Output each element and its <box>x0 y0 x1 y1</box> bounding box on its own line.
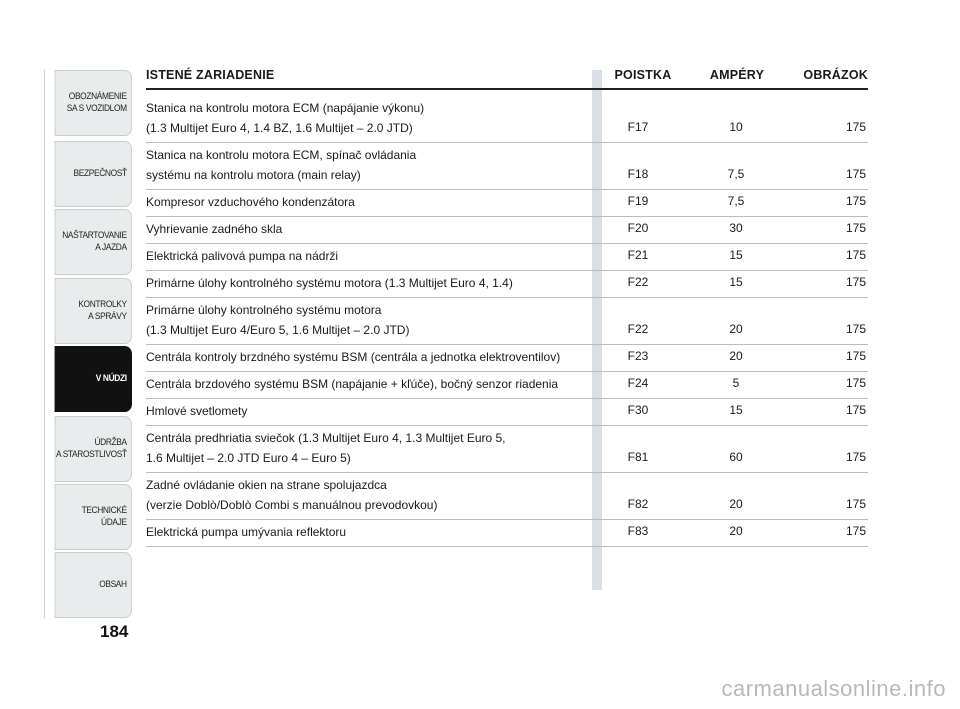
sidebar-tab-5[interactable]: V NÚDZI <box>55 346 132 412</box>
row-amperes: 15 <box>729 248 743 262</box>
table-row <box>146 96 868 143</box>
row-amperes: 30 <box>729 221 743 235</box>
row-fuse: F22 <box>627 275 649 289</box>
row-fuse: F81 <box>627 450 649 464</box>
row-figure: 175 <box>845 120 866 134</box>
row-amperes: 20 <box>729 349 743 363</box>
row-amperes: 7,5 <box>727 194 745 208</box>
row-fuse: F18 <box>627 167 649 181</box>
row-description: Elektrická pumpa umývania reflektoru <box>146 525 347 539</box>
table-row <box>146 217 868 244</box>
table-row <box>146 271 868 298</box>
table-header <box>146 66 868 90</box>
row-fuse: F19 <box>627 194 649 208</box>
row-figure: 175 <box>845 376 866 390</box>
row-description: Stanica na kontrolu motora ECM, spínač ovládania systému na kontrolu motora (main relay) <box>146 148 417 182</box>
row-figure: 175 <box>845 322 866 336</box>
sidebar-tab-8[interactable]: OBSAH <box>55 552 132 618</box>
row-amperes: 20 <box>729 497 743 511</box>
table-row <box>146 345 868 372</box>
table-row <box>146 244 868 271</box>
sidebar-tab-2[interactable]: BEZPEČNOSŤ <box>55 141 132 207</box>
table-row <box>146 372 868 399</box>
row-description: Kompresor vzduchového kondenzátora <box>146 195 355 209</box>
row-amperes: 20 <box>729 524 743 538</box>
row-fuse: F83 <box>627 524 649 538</box>
row-description: Stanica na kontrolu motora ECM (napájanie výkonu) (1.3 Multijet Euro 4, 1.4 BZ, 1.6 Multijet – 2.0 JTD) <box>146 101 425 135</box>
row-figure: 175 <box>845 403 866 417</box>
row-amperes: 60 <box>729 450 743 464</box>
row-fuse: F21 <box>627 248 649 262</box>
row-amperes: 10 <box>729 120 743 134</box>
table-row <box>146 399 868 426</box>
row-figure: 175 <box>845 450 866 464</box>
row-fuse: F20 <box>627 221 649 235</box>
row-fuse: F22 <box>627 322 649 336</box>
row-description: Centrála kontroly brzdného systému BSM (centrála a jednotka elektroventilov) <box>146 350 561 364</box>
header-fuse: POISTKA <box>614 68 672 82</box>
row-description: Primárne úlohy kontrolného systému motora (1.3 Multijet Euro 4, 1.4) <box>146 276 513 290</box>
row-description: Primárne úlohy kontrolného systému motora (1.3 Multijet Euro 4/Euro 5, 1.6 Multijet – 2.0 JTD) <box>146 303 410 337</box>
row-amperes: 5 <box>732 376 740 390</box>
table-row <box>146 298 868 345</box>
sidebar-tab-4[interactable]: KONTROLKY A SPRÁVY <box>55 278 132 344</box>
row-figure: 175 <box>845 221 866 235</box>
row-description: Hmlové svetlomety <box>146 404 248 418</box>
table-row <box>146 143 868 190</box>
sidebar-tab-6[interactable]: ÚDRŽBA A STAROSTLIVOSŤ <box>55 416 132 482</box>
row-description: Vyhrievanie zadného skla <box>146 222 283 236</box>
row-figure: 175 <box>845 349 866 363</box>
fuse-table <box>146 96 868 547</box>
row-description: Elektrická palivová pumpa na nádrži <box>146 249 339 263</box>
row-amperes: 15 <box>729 403 743 417</box>
row-amperes: 20 <box>729 322 743 336</box>
sidebar-divider <box>44 70 45 618</box>
header-figure: OBRÁZOK <box>803 68 868 82</box>
row-figure: 175 <box>845 275 866 289</box>
table-row <box>146 190 868 217</box>
row-description: Centrála predhriatia sviečok (1.3 Multijet Euro 4, 1.3 Multijet Euro 5, 1.6 Multijet – 2.0 JTD Euro 4 – Euro 5) <box>146 431 506 465</box>
row-figure: 175 <box>845 248 866 262</box>
header-amperes: AMPÉRY <box>709 68 765 82</box>
row-description: Zadné ovládanie okien na strane spolujazdca (verzie Doblò/Doblò Combi s manuálnou prevodovkou) <box>146 478 438 512</box>
row-description: Centrála brzdového systému BSM (napájanie + kľúče), bočný senzor riadenia <box>146 377 559 391</box>
watermark: carmanualsonline.info <box>721 676 946 701</box>
row-figure: 175 <box>845 167 866 181</box>
page-number: 184 <box>100 622 129 641</box>
row-fuse: F17 <box>627 120 649 134</box>
row-fuse: F23 <box>627 349 649 363</box>
row-figure: 175 <box>845 524 866 538</box>
sidebar-tab-1[interactable]: OBOZNÁMENIE SA S VOZIDLOM <box>55 70 132 136</box>
row-figure: 175 <box>845 194 866 208</box>
sidebar-tab-7[interactable]: TECHNICKÉ ÚDAJE <box>55 484 132 550</box>
table-row <box>146 426 868 473</box>
table-row <box>146 520 868 547</box>
header-equipment: ISTENÉ ZARIADENIE <box>146 68 275 82</box>
row-figure: 175 <box>845 497 866 511</box>
row-fuse: F82 <box>627 497 649 511</box>
row-fuse: F30 <box>627 403 649 417</box>
sidebar-tab-3[interactable]: NAŠTARTOVANIE A JAZDA <box>55 209 132 275</box>
row-amperes: 7,5 <box>727 167 745 181</box>
table-row <box>146 473 868 520</box>
row-amperes: 15 <box>729 275 743 289</box>
row-fuse: F24 <box>627 376 649 390</box>
